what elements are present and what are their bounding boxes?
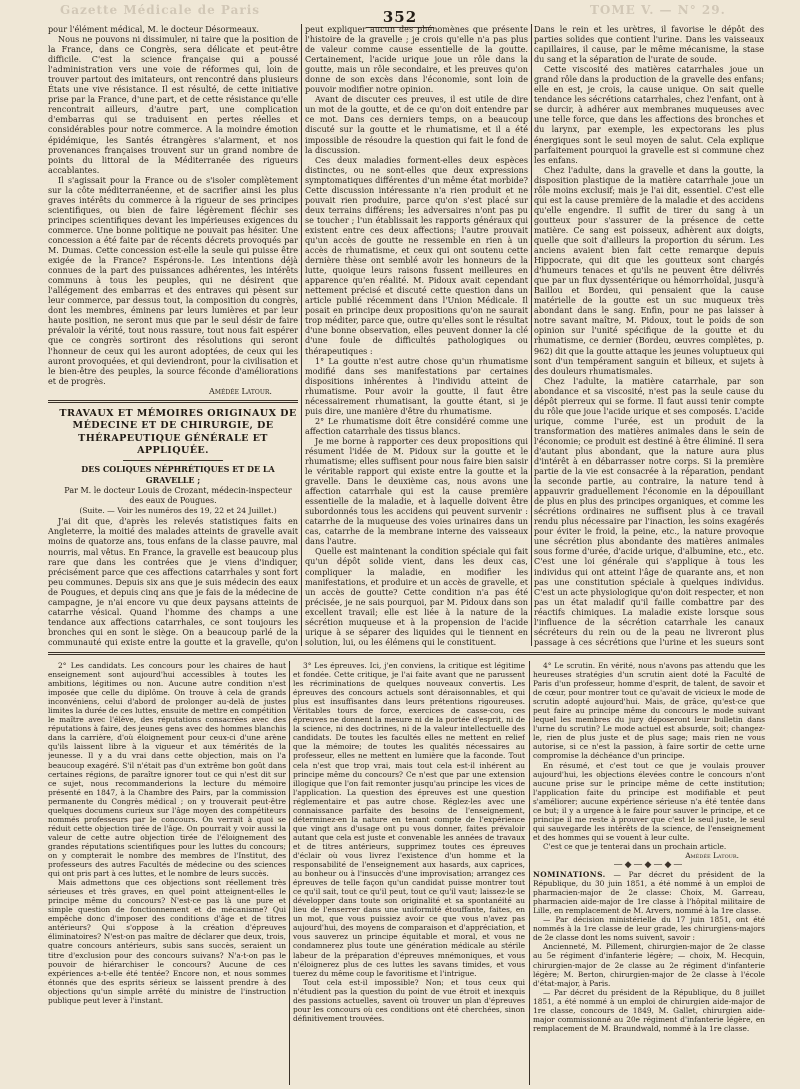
col3-paragraph: Dans le rein et les urètres, il favorise le dépôt des parties solides que contient l'urine. Dans les vaisseaux capillaires, il cause, par le même mécanisme, la stase du sang et la séparation de l'urate de soude. [534,24,764,65]
col3-paragraph: Cette viscosité des matières catarrhales joue un grand rôle dans la production de la gravelle des enfans; elle en est, je crois, la cause unique. On sait quelle tendance les sécrétions catarrhales, chez l'enfant, ont à se durcir, à adhérer aux membranes muqueuses avec une telle force, que dans les affections des bronches et du larynx, par exemple, les expectorans les plus énergiques sont le seul moyen de salut. Cela explique parfaitement pourquoi la gravelle est si commune chez les enfans. [534,64,764,165]
upper-column-1 [48,24,298,648]
column-rule [289,661,290,1085]
column-rule [529,661,530,1085]
bot2-paragraph: 3° Les épreuves. Ici, j'en conviens, la critique est légitime et fondée. Cette critique, je l'ai faite avant que ne parussent les récriminations de quelques nouveaux convertis. Les épreuves des concours actuels sont déraisonnables, et qui plus est insuffisantes dans leurs prétentions rigoureuses. Véritables tours de force, exercices de casse-cou, ces épreuves ne donnent la mesure ni de la portée d'esprit, ni de la science, ni des doctrines, ni de la valeur intellectuelle des candidats. De toutes les facultés elles ne mettent en relief que la mémoire; de toutes les qualités nécessaires au professeur, elles ne mettent en lumière que la faconde. Tout cela n'est que trop vrai, mais tout cela est-il inhérent au principe même du concours? Ce n'est que par une extension illogique que l'on fait remonter jusqu'au principe les vices de l'application. La question des épreuves est une question réglementaire et pas autre chose. Réglez-les avec une connaissance parfaite des besoins de l'enseignement, déterminez-en la nature en tenant compte de l'expérience que vingt ans d'usage ont pu vous donner, faites prévaloir autant que cela est juste et convenable les années de travaux et de titres antérieurs, supprimez toutes ces épreuves d'éclair où vous livrez l'existence d'un homme et la responsabilité de l'enseignement aux hasards, aux caprices, au bonheur ou à l'insuccès d'une improvisation; arrangez ces épreuves de telle façon qu'un candidat puisse montrer tout ce qu'il sait, tout ce qu'il peut, tout ce qu'il vaut; laissez-le se développer dans toute son originalité et sa spontanéité au lieu de l'enserrer dans une uniformité étouffante, faites, en un mot, que vous puissiez avoir ce que vous n'avez pas aujourd'hui, des moyens de comparaison et d'appréciation, et vous sauverez un principe équitable et moral, et vous ne condamnerez plus toute une génération médicale au stérile labeur de la préparation d'épreuves mnémoniques, et vous n'éloignerez plus de ces luttes les savans timides, et vous tuerez du même coup le favoritisme et l'intrigue. [293,661,525,978]
col3-paragraph: Chez l'adulte, dans la gravelle et dans la goutte, la disposition plastique de la matière catarrhale joue un rôle moins exclusif; mais je l'ai dit, essentiel. C'est elle qui est la cause première de la maladie et des accidens qu'elle engendre. Il suffit de tirer du sang à un goutteux pour s'assurer de la présence de cette matière. Ce sang est poisseux, adhèrent aux doigts, quelle que soit d'ailleurs la proportion du sérum. Les anciens avaient bien fait cette remarque depuis Hippocrate, qui dit que les goutteux sont chargés d'humeurs tenaces et qu'ils ne peuvent être délivrés que par un flux dyssentérique ou hémorrhoïdal, jusqu'à Baillou et Bordeu, qui pensaient que la cause matérielle de la goutte est un suc muqueux très abondant dans le sang. Enfin, pour ne pas laisser à notre savant maître, M. Pidoux, tout le poids de son opinion sur l'unité spécifique de la goutte et du rhumatisme, ce dernier (Bordeu, œuvres complètes, p. 962) dit que la goutte attaque les jeunes voluptueux qui sont d'un tempérament sanguin et bilieux, et sujets à des douleurs rhumatismales. [534,164,764,376]
col2-paragraph: 1° La goutte n'est autre chose qu'un rhumatisme modifié dans ses manifestations par certaines dispositions inhérentes à l'individu atteint de rhumatisme. Pour avoir la goutte, il faut être nécessairement rhumatisant, la goutte étant, si je puis dire, une manière d'être du rhumatisme. [305,355,528,416]
col1-paragraph: J'ai dit que, d'après les relevés statistiques faits en Angleterre, la moitié des malades atteints de gravelle avait moins de quatorze ans, tous enfans de la classe pauvre, mal nourris, mal vêtus. En France, la gravelle est beaucoup plus rare que dans les contrées que je viens d'indiquer, précisément parce que ces affections catarrhales y sont fort peu communes. Depuis six ans que je suis médecin des eaux de Pougues, et depuis cinq ans que je fais de la médecine de campagne, je n'ai encore vu que deux paysans atteints de catarrhe vésical. Quand l'homme des champs a une tendance aux affections catarrhales, ce sont toujours les bronches qui en sont le siège. On a beaucoup parlé de la communauté qui existe entre la goutte et la gravelle, qu'on [48,516,298,647]
nominations-paragraph: Ancienneté, M. Pillement, chirurgien-major de 2e classe au 5e régiment d'infanterie légère; — choix, M. Hecquin, chirurgien-major de 2e classe au 2e régiment d'infanterie légère; M. Berton, chirurgien-major de 2e classe à l'école d'état-major, à Paris. [533,942,765,988]
nominations-paragraph: NOMINATIONS. — Par décret du président de la République, du 30 juin 1851, a été nommé à un emploi de pharmacien-major de 2e classe: Choix, M. Garreau, pharmacien aide-major de 1re classe à l'hôpital militaire de Lille, en remplacement de M. Arvers, nommé à la 1re classe. [533,870,765,916]
upper-column-2 [305,24,528,648]
lower-column-2 [293,661,525,1086]
bot2-paragraph: Tout cela est-il impossible? Non; et tous ceux qui n'étudient pas la question du point de vue étroit et inexquis des passions actuelles, savent où trouver un plan d'épreuves pour les concours où ces conditions ont été cherchées, sinon définitivement trouvées. [293,977,525,1023]
col3-paragraph: Chez l'adulte, la matière catarrhale, par son abondance et sa viscosité, n'est pas la seule cause du dépôt pierreux qui se forme. Il faut aussi tenir compte du rôle que joue l'acide urique et ses composés. L'acide urique, comme l'urée, est un produit de la transformation des matières animales dans le sein de l'économie; ce produit est destiné à être éliminé. Il sera d'autant plus abondant, que la nature aura plus d'intérêt à en débarrasser notre corps. Si la première partie de la vie est consacrée à la réparation, pendant la seconde partie, au contraire, la nature tend à appauvrir graduellement l'économie en la dépouillant de plus en plus des principes organiques, et comme les sécrétions ordinaires ne suffisent plus à ce travail rendu plus nécessaire par l'inaction, les soins exagérés pour éviter le froid, la peine, etc., la nature provoque une sécrétion plus abondante des matières animales sous forme d'urée, d'acide urique, d'albumine, etc., etc. C'est une loi générale qui s'applique à tous les individus qui ont atteint l'âge de quarante ans, et non pas une constitution spéciale à quelques individus. C'est un acte physiologique qu'on doit respecter, et non pas un état maladif qu'il faille combattre par des réactifs chimiques. La maladie existe lorsque sous l'influence de la sécrétion catarrhale les canaux sécréteurs du rein ou de la peau ne livreront plus passage à ces sécrétions que l'urine et les sueurs sont [534,375,764,647]
feuilleton-signature: Amédée Latour. [685,850,739,860]
article-signature: Amédée Latour. [209,385,272,396]
bot1-paragraph: 2° Les candidats. Les concours pour les chaires de haut enseignement sont aujourd'hui accessibles à toutes les ambitions, légitimes ou non. Aucune autre condition n'est imposée que celle du diplôme. On trouve à cela de grands inconvéniens, celui d'abord de prolonger au-delà de justes limites la durée de ces luttes, ensuite de mettre en compétition le maître avec l'élève, des réputations consacrées avec des réputations à faire, des jeunes gens avec des hommes blanchis dans la carrière, d'où éloignement pour ceux-ci d'une arène qu'ils laissent libre à la vigueur et aux témérités de la jeunesse. Il y a du vrai dans cette objection, mais on l'a beaucoup exagéré. S'il n'était pas d'un extrême bon goût dans certaines régions, de paraître ignorer tout ce qui n'est dit sur ce sujet, nous recommanderions la lecture du mémoire présenté en 1847, à la Chambre des Pairs, par la commission permanente du Congrès médical ; on y trouverait peut-être quelques documens curieux sur l'âge moyen des compétiteurs nommés professeurs par le concours. On verrait à quoi se réduit cette objection tirée de l'âge. On pourrait y voir aussi la valeur de cette autre objection tirée de l'éloignement des grandes réputations scientifiques pour les luttes du concours; on y compterait le nombre des membres de l'Institut, des professeurs des autres Facultés de médecine ou des sciences qui ont pris part à ces luttes, et le nombre de leurs succès. [48,661,286,879]
bleed-through-left: Gazette Médicale de Paris [60,3,261,17]
section-divider [48,400,298,403]
ornament-divider: —◆—◆—◆— [613,860,685,871]
col2-paragraph: peut expliquer aucun des phénomènes que présente l'histoire de la gravelle ; je crois qu'elle n'a pas plus de valeur comme cause essentielle de la goutte. Certainement, l'acide urique joue un rôle dans la goutte, mais un rôle secondaire, et les preuves qu'on donne de son excès dans l'économie, sont loin de pouvoir modifier notre opinion. [305,24,528,95]
feuilleton-divider [48,652,765,655]
nominations-paragraph: — Par décision ministérielle du 17 juin 1851, ont été nommés à la 1re classe de leur grade, les chirurgiens-majors de 2e classe dont les noms suivent, savoir : [533,915,765,943]
bot3-paragraph: C'est ce que je tenterai dans un prochain article. [543,841,727,851]
article-suite-note: (Suite. — Voir les numéros des 19, 22 et 24 Juillet.) [79,506,277,516]
col1-paragraph: Nous ne pouvons ni dissimuler, ni taire que la position de la France, dans ce Congrès, sera délicate et peut-être difficile. C'est la science française qui a poussé l'administration vers une voie de réformes qui, loin de trouver partout des imitateurs, ont rencontré dans plusieurs États une vive résistance. Il est résulté, de cette initiative prise par la France, d'une part, et de cette résistance qu'elle rencontrait ailleurs, d'autre part, une complication d'embarras qui se traduisent en pertes réelles et considérables pour notre commerce. A la moindre émotion épidémique, les Santés étrangères s'alarment, et nos provenances françaises trouvent sur un grand nombre de points du littoral de la Méditerranée des rigueurs accablantes. [48,34,298,175]
nominations-paragraph: — Par décret du président de la République, du 8 juillet 1851, a été nommé à un emploi de chirurgien aide-major de 1re classe, concours de 1849, M. Gallet, chirurgien aide-major commissionné au 20e régiment d'infanterie légère, en remplacement de M. Braundwald, nommé à la 1re classe. [533,987,765,1033]
page-number: 352 [370,8,430,26]
article-title: DES COLIQUES NÉPHRÉTIQUES ET DE LA GRAVELLE ; [81,464,275,486]
article-byline: Par M. le docteur Louis de Crozant, médecin-inspecteur des eaux de Pougues. [64,486,292,506]
col2-paragraph: Avant de discuter ces preuves, il est utile de dire un mot de la goutte, et de ce qu'on doit entendre par ce mot. Dans ces derniers temps, on a beaucoup discuté sur la goutte et le rhumatisme, et il a été impossible de résoudre la question qui fait le fond de la discussion. [305,94,528,155]
bot1-paragraph: Mais admettons que ces objections sont réellement très sérieuses et très graves, en quel point atteignent-elles le principe même du concours? N'est-ce pas là une pure et simple question de fonctionnement et de mécanisme? Qui empêche donc d'imposer des conditions d'âge et de titres antérieurs? Qui s'oppose à la création d'épreuves éliminatoires? N'est-on pas maître de déclarer que deux, trois, quatre concours antérieurs, subis sans succès, seraient un titre d'exclusion pour des concours suivans? N'a-t-on pas le pouvoir de hiérarchiser le concours? Aucune de ces expériences a-t-elle été tentée? Encore non, et nous sommes étonnés que des esprits sérieux se laissent prendre à des objections qu'un simple arrêté du ministre de l'instruction publique peut lever à l'instant. [48,878,286,1005]
col2-paragraph: Je me borne à rapporter ces deux propositions qui résument l'idée de M. Pidoux sur la goutte et le rhumatisme; elles suffisent pour nous faire bien saisir le véritable rapport qui existe entre la goutte et la gravelle. Dans le deuxième cas, nous avons une affection catarrhale qui est la cause première essentielle de la maladie, et à laquelle doivent être subordonnés tous les accidens qui peuvent survenir : catarrhe de la muqueuse des voies urinaires dans un cas, catarrhe de la membrane interne des vaisseaux dans l'autre. [305,435,528,547]
lower-column-1 [48,661,286,1086]
column-rule [301,24,302,646]
bot3-paragraph: En résumé, et c'est tout ce que je voulais prouver aujourd'hui, les objections élevées contre le concours n'ont aucune prise sur le principe même de cette institution; l'application faite du principe est modifiable et peut s'améliorer; aucune expérience sérieuse n'a été tentée dans ce but; il y a urgence à le faire pour sauver le principe, et ce principe il me reste à prouver que c'est le seul juste, le seul qui sauvegarde les intérêts de la science, de l'enseignement et des hommes qui se vouent à leur culte. [533,760,765,842]
column-rule [531,24,532,646]
col2-paragraph: 2° Le rhumatisme doit être considéré comme une affection catarrhale des tissus blancs. [305,415,528,436]
section-title: TRAVAUX ET MÉMOIRES ORIGINAUX DE MÉDECINE ET DE CHIRURGIE, DE THÉRAPEUTIQUE GÉNÉRALE ET APPLIQUÉE. [59,407,297,456]
col2-paragraph: Ces deux maladies forment-elles deux espèces distinctes, ou ne sont-elles que deux expressions symptomatiques différentes d'un même état morbide? Cette discussion intéressante n'a rien produit et ne pouvait rien produire, parce qu'on s'est placé sur deux terrains différens; les adversaires n'ont pas pu se toucher ; l'un établissait les rapports généraux qui existent entre ces deux affections; l'autre prouvait qu'un accès de goutte ne ressemble en rien à un accès de rhumatisme, et ceux qui ont soutenu cette dernière thèse ont semblé avoir les honneurs de la lutte, quoique leurs raisons fussent meilleures en apparence qu'en réalité. M. Pidoux avait cependant nettement précisé et discuté cette question dans un article publié récemment dans l'Union Médicale. Il posait en principe deux propositions qu'on ne saurait trop méditer, parce que, outre qu'elles sont le résultat d'une bonne observation, elles peuvent donner la clé d'une foule de difficultés pathologiques ou thérapeutiques : [305,154,528,356]
col2-paragraph [305,647,528,648]
col2-paragraph: Quelle est maintenant la condition spéciale qui fait qu'un dépôt solide vient, dans les deux cas, compliquer la maladie, en modifier les manifestations, et produire et un accès de gravelle, et un accès de goutte? Cette condition n'a pas été précisée, je ne sais pourquoi, par M. Pidoux dans son excellent travail; elle est liée à la nature de la sécrétion muqueuse et à la propension de l'acide urique à se séparer des liquides qui le tiennent en solution, lui, ou les élémens qui le constituent. [305,546,528,647]
title-underline [123,460,223,461]
nominations-label: NOMINATIONS. [533,870,606,880]
bleed-through-right: TOME V. — N° 29. [590,3,726,17]
bot3-paragraph: 4° Le scrutin. En vérité, nous n'avons pas attendu que les heureuses stratégies d'un scrutin aient doté la Faculté de Paris d'un professeur, homme d'esprit, de talent, de savoir et de cœur, pour montrer tout ce qu'avait de vicieux le mode de scrutin adopté aujourd'hui. Mais, de grâce, qu'est-ce que peut faire au principe même du concours le mode suivant lequel les membres du jury déposeront leur bulletin dans l'urne du scrutin? Le mode actuel est absurde, soit; changez-le, rien de plus juste et de plus sage; mais rien ne vous autorise, si ce n'est la passion, à faire sortir de cette urne compromise la déchéance d'un principe. [533,661,765,761]
upper-column-3 [534,24,764,648]
lower-column-3 [533,661,765,1086]
col1-paragraph: pour l'élément médical, M. le docteur Désormeaux. [48,24,260,34]
col1-paragraph: Il s'agissait pour la France ou de s'isoler complètement sur la côte méditerranéenne, et de sacrifier ainsi les plus graves intérêts du commerce à la rigueur de ses principes scientifiques, ou bien de faire légèrement fléchir ses principes scientifiques devant les impérieuses exigences du commerce. Une bonne politique ne pouvait pas hésiter. Une concession a été faite par de récents décrets provoqués par M. Dumas. Cette concession est-elle la seule qui puisse être exigée de la France? Espérons-le. Les intentions déjà connues de la part des puissances adhérentes, les intérêts communs à tous les peuples, qui ne désirent que l'allégement des embarras et des entraves qui pèsent sur leur commerce, par dessus tout, la composition du congrès, dont les membres, éminens par leurs lumières et par leur haute position, ne seront mus que par le seul désir de faire prévaloir la vérité, tout nous rassure, tout nous fait espérer que ce congrès sortiront des résolutions qui seront l'honneur de ceux qui les auront adoptées, de ceux qui les auront provoquées, et qui deviendront, pour la civilisation et le bien-être des peuples, la source féconde d'améliorations et de progrès. [48,174,298,386]
